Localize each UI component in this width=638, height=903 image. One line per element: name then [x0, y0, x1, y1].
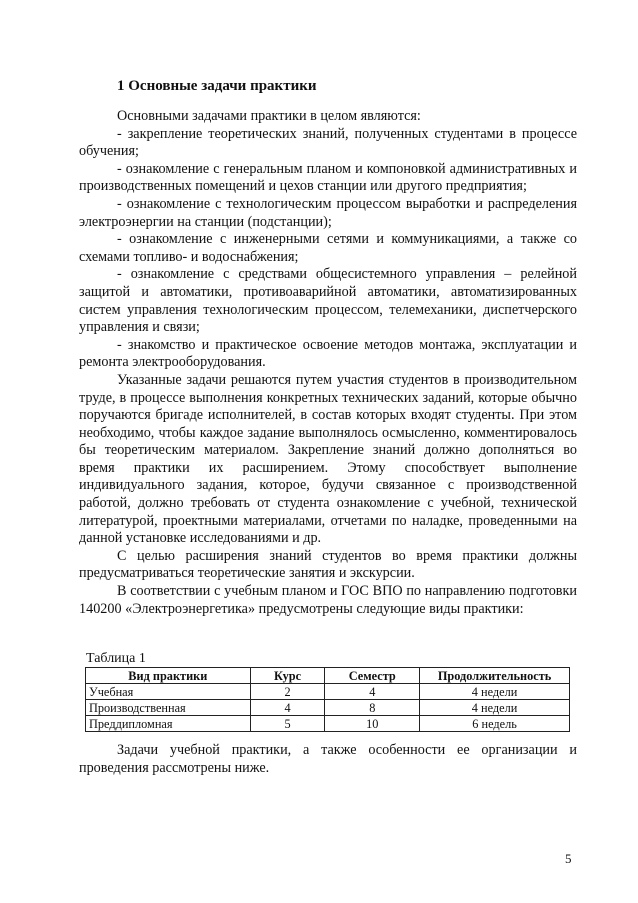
paragraph-expansion: С целью расширения знаний студентов во время практики должны предусматриваться теоретические занятия и экскурсии. [79, 547, 577, 582]
paragraph-curriculum: В соответствии с учебным планом и ГОС ВПО по направлению подготовки 140200 «Электроэнергетика» предусмотрены следующие виды практики: [79, 583, 577, 617]
table-row [86, 684, 570, 700]
cell-type: Производственная [86, 700, 251, 716]
cell-course: 5 [250, 716, 325, 732]
list-item-consolidation: - закрепление теоретических знаний, полученных студентами в процессе обучения; [79, 125, 577, 160]
list-item-system-control: - ознакомление с средствами общесистемного управления – релейной защитой и автоматики, противоаварийной автоматики, автоматизированных систем управления технологическим процессом, телемеханики, диспетчерского управления и связи; [79, 266, 577, 336]
list-item-tech-process: - ознакомление с технологическим процессом выработки и распределения электроэнергии на станции (подстанции); [79, 195, 577, 230]
list-item-general-plan: - ознакомление с генеральным планом и компоновкой административных и производственных помещений и цехов станции или другого предприятия; [79, 160, 577, 195]
paragraph-closing: Задачи учебной практики, а также особенности ее организации и проведения рассмотрены ниже. [79, 742, 577, 776]
cell-semester: 10 [325, 716, 420, 732]
cell-duration: 4 недели [420, 684, 570, 700]
header-course: Курс [250, 668, 325, 684]
list-item-installation: - знакомство и практическое освоение методов монтажа, эксплуатации и ремонта электрооборудования. [79, 336, 577, 371]
table-header-row [86, 668, 570, 684]
cell-semester: 4 [325, 684, 420, 700]
header-duration: Продолжительность [420, 668, 570, 684]
closing-text [79, 742, 577, 777]
paragraph-tasks: Указанные задачи решаются путем участия студентов в производительном труде, в процессе выполнения конкретных технических заданий, которые обычно поручаются бригаде исполнителей, в состав которых входят студенты. При этом необходимо, чтобы каждое задание выполнялось осмысленно, комментировалось бы теоретическим материалом. Закрепление знаний должно дополняться во время практики их расширением. Этому способствует выполнение индивидуального задания, которое, будучи связанное с производственной работой, должно требовать от студента ознакомление с учебной, технической литературой, проектными материалами, отчетами по наладке, проведенными на данной установке исследованиями и др. [79, 371, 577, 547]
page-number: 5 [565, 851, 572, 866]
cell-semester: 8 [325, 700, 420, 716]
cell-course: 2 [250, 684, 325, 700]
cell-type: Преддипломная [86, 716, 251, 732]
header-semester: Семестр [325, 668, 420, 684]
body-text [79, 108, 577, 618]
table-row [86, 716, 570, 732]
list-item-engineering-networks: - ознакомление с инженерными сетями и коммуникациями, а также со схемами топливо- и водоснабжения; [79, 231, 577, 265]
header-type: Вид практики [86, 668, 251, 684]
cell-type: Учебная [86, 684, 251, 700]
cell-course: 4 [250, 700, 325, 716]
table-row [86, 700, 570, 716]
practice-types-table [85, 667, 570, 732]
table-caption: Таблица 1 [86, 651, 146, 666]
cell-duration: 4 недели [420, 700, 570, 716]
section-heading: 1 Основные задачи практики [117, 78, 317, 94]
paragraph-intro: Основными задачами практики в целом являются: [117, 108, 421, 124]
cell-duration: 6 недель [420, 716, 570, 732]
